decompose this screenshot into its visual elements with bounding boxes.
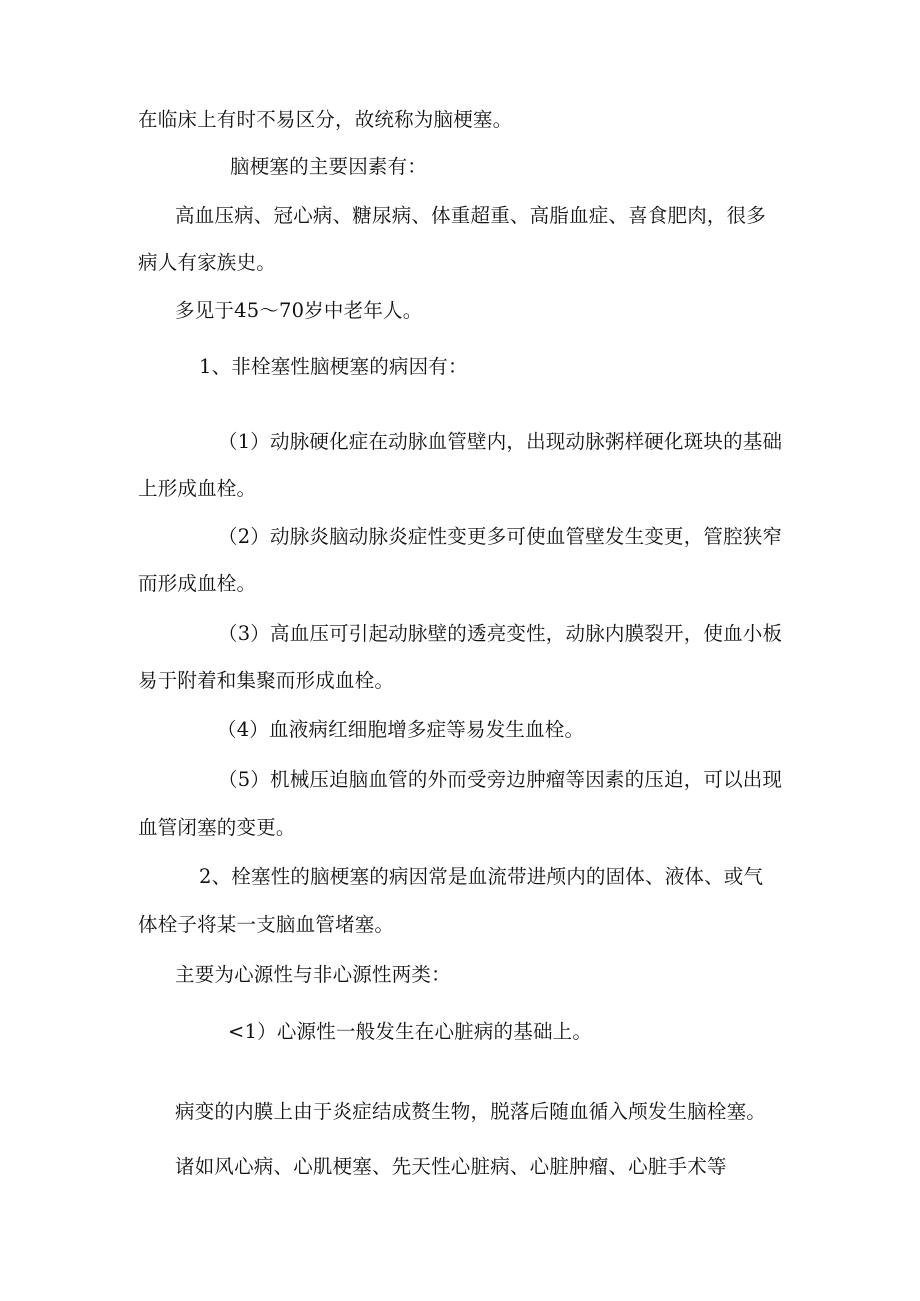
text-line-9: （2）动脉炎脑动脉炎症性变更多可使血管壁发生变更，管腔狭窄 <box>218 525 783 548</box>
text-line-20: 病变的内膜上由于炎症结成赘生物，脱落后随血循入颅发生脑栓塞。 <box>175 1100 767 1123</box>
text-line-7: （1）动脉硬化症在动脉血管壁内，出现动脉粥样硬化斑块的基础 <box>218 430 783 453</box>
text-line-8: 上形成血栓。 <box>138 477 257 500</box>
text-line-15: 血管闭塞的变更。 <box>138 816 296 839</box>
text-line-1: 在临床上有时不易区分，故统称为脑梗塞。 <box>138 108 513 131</box>
text-line-10: 而形成血栓。 <box>138 572 257 595</box>
text-line-5: 多见于45～70岁中老年人。 <box>175 299 423 322</box>
text-line-17: 体栓子将某一支脑血管堵塞。 <box>138 913 395 936</box>
text-line-19: <1）心源性一般发生在心脏病的基础上。 <box>228 1020 593 1043</box>
text-line-6: 1、非栓塞性脑梗塞的病因有： <box>199 355 468 378</box>
text-line-21: 诸如风心病、心肌梗塞、先天性心脏病、心脏肿瘤、心脏手术等 <box>175 1155 727 1178</box>
text-line-11: （3）高血压可引起动脉壁的透亮变性，动脉内膜裂开，使血小板 <box>218 622 783 645</box>
text-line-18: 主要为心源性与非心源性两类： <box>175 963 451 986</box>
text-line-4: 病人有家族史。 <box>138 251 276 274</box>
text-line-13: （4）血液病红细胞增多症等易发生血栓。 <box>217 718 585 741</box>
text-line-12: 易于附着和集聚而形成血栓。 <box>138 669 395 692</box>
text-line-16: 2、栓塞性的脑梗塞的病因常是血流带进颅内的固体、液体、或气 <box>199 865 764 888</box>
text-line-2: 脑梗塞的主要因素有： <box>230 155 428 178</box>
text-line-3: 高血压病、冠心病、糖尿病、体重超重、高脂血症、喜食肥肉，很多 <box>175 204 767 227</box>
text-line-14: （5）机械压迫脑血管的外而受旁边肿瘤等因素的压迫，可以出现 <box>218 768 783 791</box>
